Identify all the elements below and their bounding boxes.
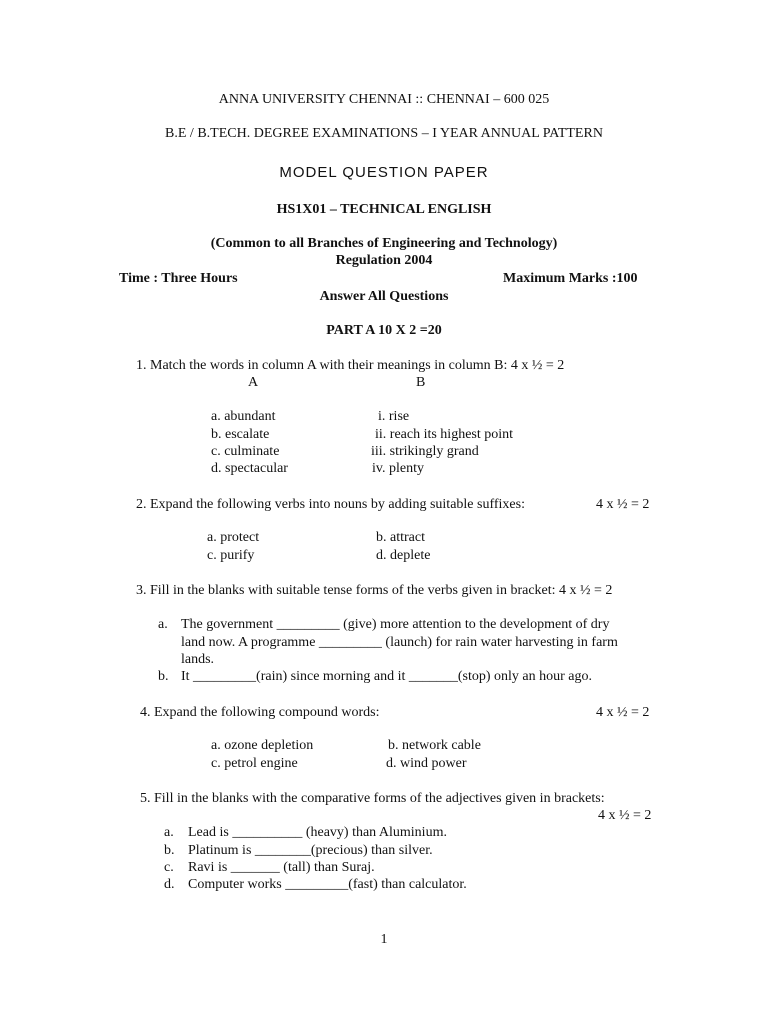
q2-item-b: b. attract [376, 530, 425, 545]
regulation: Regulation 2004 [335, 253, 433, 268]
q2-item-a: a. protect [207, 530, 260, 545]
question-3: 3. Fill in the blanks with suitable tense forms of the verbs given in bracket: 4 x ½ = 2 [136, 583, 613, 598]
column-a-header: A [248, 375, 259, 390]
time-allowed: Time : Three Hours [119, 271, 238, 286]
question-5: 5. Fill in the blanks with the comparative forms of the adjectives given in brackets: [140, 791, 605, 806]
q3-item-a-line2: land now. A programme _________ (launch) for rain water harvesting in farm [181, 635, 618, 650]
subject-title: HS1X01 – TECHNICAL ENGLISH [276, 202, 492, 217]
q1-meaning-iv: iv. plenty [372, 461, 424, 476]
q3-label-a: a. [158, 617, 168, 632]
q1-item-a: a. abundant [211, 409, 276, 424]
q5-label-c: c. [164, 860, 174, 875]
q3-item-a-line1: The government _________ (give) more attention to the development of dry [181, 617, 610, 632]
q2-item-c: c. purify [207, 548, 255, 563]
common-note: (Common to all Branches of Engineering and Technology) [210, 236, 558, 251]
question-4: 4. Expand the following compound words: [140, 705, 380, 720]
exam-title: B.E / B.TECH. DEGREE EXAMINATIONS – I YEAR ANNUAL PATTERN [165, 126, 603, 141]
q5-item-d: Computer works _________(fast) than calculator. [188, 877, 467, 892]
q1-meaning-ii: ii. reach its highest point [375, 427, 514, 442]
q4-item-c: c. petrol engine [211, 756, 298, 771]
q4-item-b: b. network cable [388, 738, 481, 753]
q3-item-a-line3: lands. [181, 652, 215, 667]
q3-label-b: b. [158, 669, 169, 684]
q5-item-b: Platinum is ________(precious) than silver. [188, 843, 433, 858]
q5-label-b: b. [164, 843, 175, 858]
instruction: Answer All Questions [319, 289, 449, 304]
part-heading: PART A 10 X 2 =20 [326, 323, 442, 338]
question-4-marks: 4 x ½ = 2 [596, 705, 650, 720]
q5-label-d: d. [164, 877, 175, 892]
q4-item-a: a. ozone depletion [211, 738, 314, 753]
q1-item-b: b. escalate [211, 427, 270, 442]
paper-type: MODEL QUESTION PAPER [279, 164, 489, 181]
question-2-marks: 4 x ½ = 2 [596, 497, 650, 512]
university-name: ANNA UNIVERSITY CHENNAI :: CHENNAI – 600 025 [218, 92, 550, 107]
q2-item-d: d. deplete [376, 548, 431, 563]
q3-item-b: It _________(rain) since morning and it _______(stop) only an hour ago. [181, 669, 592, 684]
q1-item-d: d. spectacular [211, 461, 288, 476]
q5-label-a: a. [164, 825, 174, 840]
q5-item-c: Ravi is _______ (tall) than Suraj. [188, 860, 375, 875]
maximum-marks: Maximum Marks :100 [503, 271, 638, 286]
q1-meaning-iii: iii. strikingly grand [371, 444, 479, 459]
q5-item-a: Lead is __________ (heavy) than Aluminium. [188, 825, 447, 840]
q1-meaning-i: i. rise [378, 409, 410, 424]
question-5-marks: 4 x ½ = 2 [598, 808, 652, 823]
question-1: 1. Match the words in column A with their meanings in column B: 4 x ½ = 2 [136, 358, 565, 373]
column-b-header: B [416, 375, 426, 390]
q4-item-d: d. wind power [386, 756, 467, 771]
question-2: 2. Expand the following verbs into nouns by adding suitable suffixes: [136, 497, 525, 512]
page-number: 1 [380, 932, 388, 947]
q1-item-c: c. culminate [211, 444, 280, 459]
